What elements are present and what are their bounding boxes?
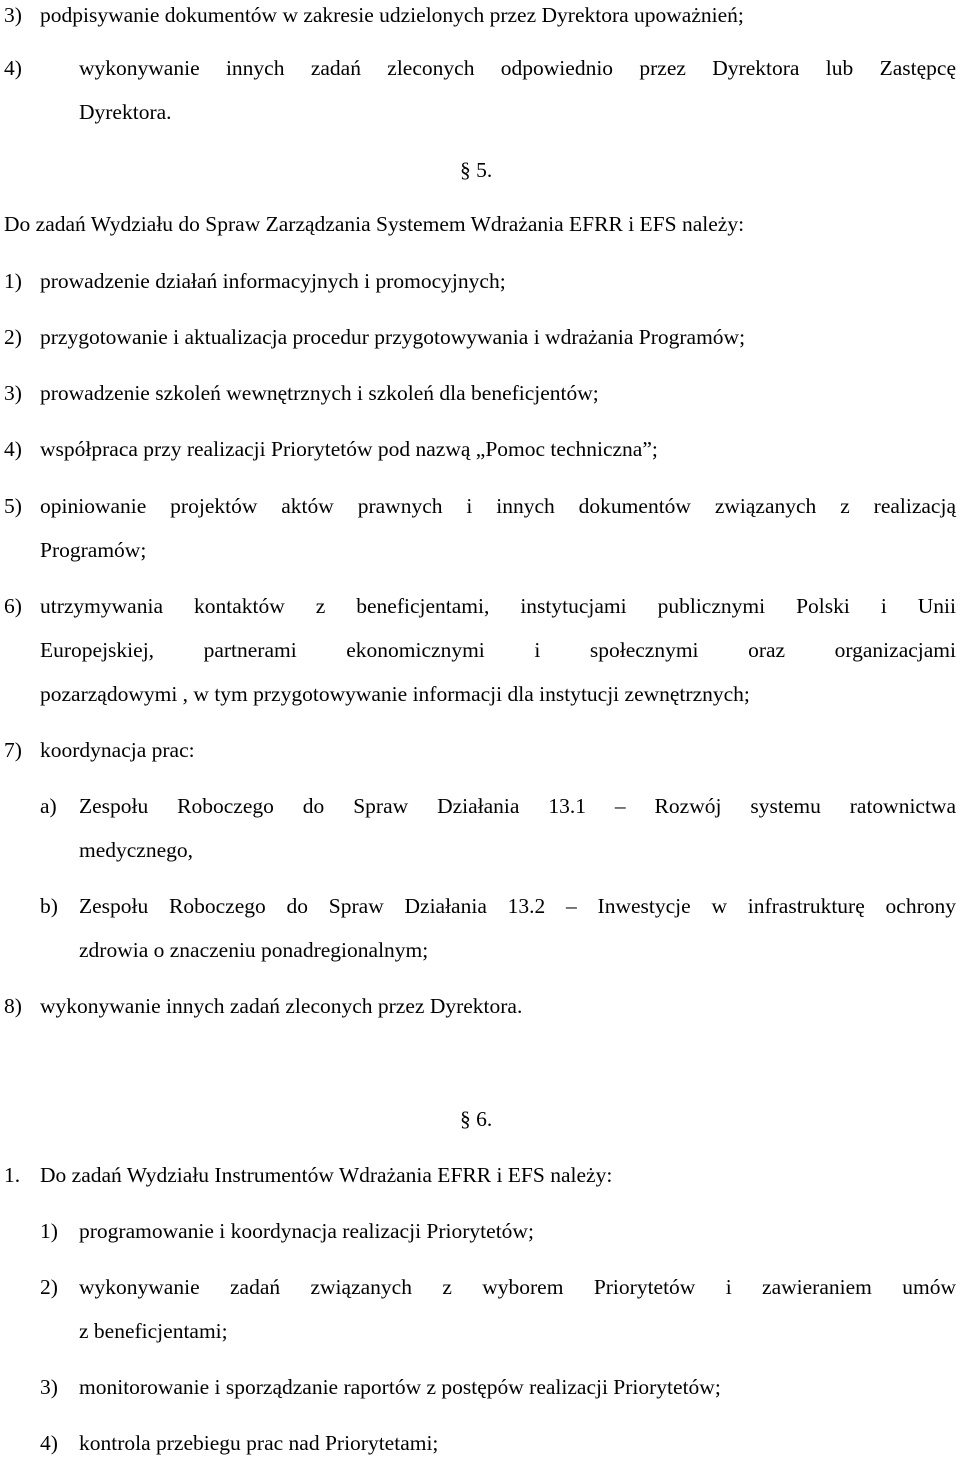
item-text: monitorowanie i sporządzanie raportów z postępów realizacji Priorytetów; [79, 1375, 721, 1399]
item-number: 3) [4, 381, 22, 405]
item-text: pozarządowymi , w tym przygotowywanie informacji dla instytucji zewnętrznych; [40, 682, 750, 706]
item-text: przygotowanie i aktualizacja procedur przygotowywania i wdrażania Programów; [40, 325, 746, 349]
sub-item-text: Zespołu Roboczego do Spraw Działania 13.1 – Rozwój systemu ratownictwa [79, 794, 956, 818]
item-number: 4) [40, 1431, 58, 1455]
sub-item-letter: a) [40, 794, 57, 818]
item-text: wykonywanie zadań związanych z wyborem Priorytetów i zawieraniem umów [79, 1275, 956, 1299]
item-number: 7) [4, 738, 22, 762]
sub-item-text: Zespołu Roboczego do Spraw Działania 13.2 – Inwestycje w infrastrukturę ochrony [79, 894, 956, 918]
item-number: 6) [4, 594, 22, 618]
item-text: Europejskiej, partnerami ekonomicznymi i społecznymi oraz organizacjami [40, 638, 956, 662]
item-number: 1) [4, 269, 22, 293]
item-text: utrzymywania kontaktów z beneficjentami, instytucjami publicznymi Polski i Unii [40, 594, 956, 618]
item-text: prowadzenie działań informacyjnych i promocyjnych; [40, 269, 506, 293]
item-text: z beneficjentami; [79, 1319, 228, 1343]
item-text: opiniowanie projektów aktów prawnych i innych dokumentów związanych z realizacją [40, 494, 956, 518]
item-text: programowanie i koordynacja realizacji Priorytetów; [79, 1219, 534, 1243]
item-text: Programów; [40, 538, 147, 562]
item-text: współpraca przy realizacji Priorytetów pod nazwą „Pomoc techniczna”; [40, 437, 658, 461]
sub-item-text: medycznego, [79, 838, 194, 862]
sub-item-text: zdrowia o znaczeniu ponadregionalnym; [79, 938, 429, 962]
section-heading: § 5. [460, 158, 493, 182]
item-text: wykonywanie innych zadań zleconych odpowiednio przez Dyrektora lub Zastępcę [79, 56, 956, 80]
item-text: Dyrektora. [79, 100, 172, 124]
item-number: 1) [40, 1219, 58, 1243]
sub-item-letter: b) [40, 894, 58, 918]
paragraph-text: Do zadań Wydziału Instrumentów Wdrażania EFRR i EFS należy: [40, 1163, 613, 1187]
item-number: 4) [4, 56, 22, 80]
item-number: 2) [4, 325, 22, 349]
item-number: 4) [4, 437, 22, 461]
paragraph-number: 1. [4, 1163, 21, 1187]
item-text: koordynacja prac: [40, 738, 195, 762]
section-heading: § 6. [460, 1107, 493, 1131]
item-number: 5) [4, 494, 22, 518]
item-text: podpisywanie dokumentów w zakresie udzielonych przez Dyrektora upoważnień; [40, 3, 744, 27]
item-number: 8) [4, 994, 22, 1018]
item-number: 3) [4, 3, 22, 27]
item-number: 2) [40, 1275, 58, 1299]
section-intro: Do zadań Wydziału do Spraw Zarządzania Systemem Wdrażania EFRR i EFS należy: [4, 212, 745, 236]
item-number: 3) [40, 1375, 58, 1399]
item-text: kontrola przebiegu prac nad Priorytetami; [79, 1431, 439, 1455]
item-text: wykonywanie innych zadań zleconych przez Dyrektora. [40, 994, 523, 1018]
item-text: prowadzenie szkoleń wewnętrznych i szkoleń dla beneficjentów; [40, 381, 599, 405]
